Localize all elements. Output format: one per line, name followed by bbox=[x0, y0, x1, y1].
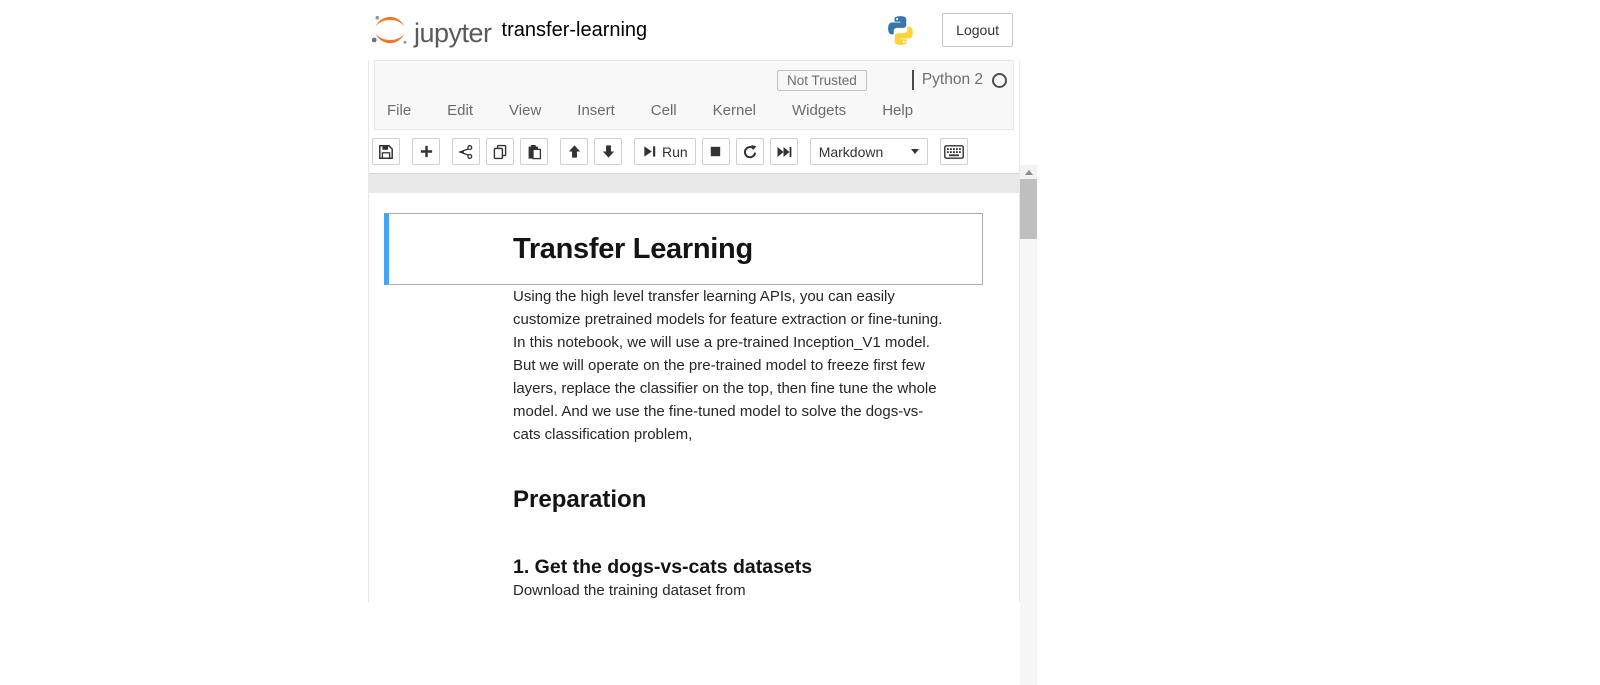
menu-item-help[interactable]: Help bbox=[882, 102, 914, 119]
plus-icon bbox=[419, 144, 434, 159]
scrollbar-up-arrow-icon bbox=[1025, 170, 1033, 175]
menu-item-insert[interactable]: Insert bbox=[577, 102, 615, 119]
move-cell-up-button[interactable] bbox=[560, 138, 588, 165]
copy-cell-button[interactable] bbox=[486, 138, 514, 165]
paragraph: In this notebook, we will use a pre-trained Inception_V1 model. But we will operate on the pre-trained model to freeze first few layers, replace the classifier on the top, then fine tune the whole model. And we use the fine-tuned model to solve the dogs-vs-cats classification problem, bbox=[513, 334, 937, 443]
run-button-label: Run bbox=[662, 143, 688, 160]
paste-cell-button[interactable] bbox=[520, 138, 548, 165]
menu-item-kernel[interactable]: Kernel bbox=[712, 102, 756, 119]
notebook-scrollbar[interactable] bbox=[1020, 165, 1037, 685]
insert-cell-below-button[interactable] bbox=[412, 138, 440, 165]
main-column bbox=[368, 60, 1020, 602]
cut-icon bbox=[458, 144, 474, 160]
save-button[interactable] bbox=[372, 138, 400, 165]
jupyter-logo-icon bbox=[370, 13, 410, 47]
fast-forward-icon bbox=[776, 144, 792, 160]
chevron-down-icon bbox=[911, 149, 919, 154]
paste-icon bbox=[526, 144, 542, 160]
jupyter-logo[interactable] bbox=[370, 13, 492, 47]
jupyter-logo-word: jupyter bbox=[414, 17, 492, 48]
menu-bar bbox=[375, 92, 1013, 119]
paragraph: Using the high level transfer learning APIs, you can easily customize pretrained models for feature extraction or fine-tuning. bbox=[513, 288, 943, 328]
keyboard-icon bbox=[944, 145, 964, 159]
notebook-h3: 1. Get the dogs-vs-cats datasets bbox=[513, 556, 813, 578]
notebook-h1: Transfer Learning bbox=[513, 233, 753, 265]
menu-item-file[interactable]: File bbox=[387, 102, 412, 119]
jupyter-notebook-app bbox=[368, 0, 1037, 685]
restart-kernel-button[interactable] bbox=[736, 138, 764, 165]
cell-type-value: Markdown bbox=[818, 143, 884, 160]
notebook-container bbox=[369, 193, 1019, 602]
run-icon bbox=[642, 144, 657, 159]
scroll-area-top-strip bbox=[369, 173, 1019, 193]
scrollbar-thumb[interactable] bbox=[1020, 179, 1037, 239]
trust-badge[interactable]: Not Trusted bbox=[777, 70, 867, 91]
menu-item-view[interactable]: View bbox=[509, 102, 542, 119]
copy-icon bbox=[492, 144, 508, 160]
python-logo-icon bbox=[884, 14, 917, 47]
markdown-cell-selected[interactable] bbox=[384, 213, 983, 285]
cell-type-select[interactable] bbox=[810, 138, 928, 165]
toolbar bbox=[372, 138, 1014, 165]
notebook-title[interactable]: transfer-learning bbox=[501, 18, 648, 41]
command-palette-button[interactable] bbox=[940, 138, 968, 165]
notebook-h2: Preparation bbox=[513, 486, 647, 513]
arrow-up-icon bbox=[567, 144, 582, 159]
header bbox=[368, 0, 1037, 60]
scrollbar-up-button[interactable] bbox=[1020, 165, 1037, 179]
paragraph: Download the training dataset from bbox=[513, 582, 746, 599]
arrow-down-icon bbox=[601, 144, 616, 159]
interrupt-kernel-button[interactable] bbox=[702, 138, 730, 165]
restart-run-all-button[interactable] bbox=[770, 138, 798, 165]
markdown-cell[interactable] bbox=[513, 285, 948, 602]
cut-cell-button[interactable] bbox=[452, 138, 480, 165]
stop-icon bbox=[708, 144, 723, 159]
kernel-name: Python 2 bbox=[921, 71, 983, 88]
move-cell-down-button[interactable] bbox=[594, 138, 622, 165]
kernel-separator bbox=[912, 70, 914, 90]
kernel-idle-icon bbox=[992, 73, 1007, 88]
menu-item-widgets[interactable]: Widgets bbox=[792, 102, 847, 119]
restart-icon bbox=[742, 144, 758, 160]
indicator-row bbox=[375, 68, 1013, 92]
run-cell-button[interactable] bbox=[634, 138, 696, 165]
save-icon bbox=[378, 144, 394, 160]
menu-item-cell[interactable]: Cell bbox=[650, 102, 677, 119]
menu-item-edit[interactable]: Edit bbox=[447, 102, 474, 119]
logout-button[interactable]: Logout bbox=[942, 13, 1013, 47]
menubar bbox=[374, 60, 1014, 130]
